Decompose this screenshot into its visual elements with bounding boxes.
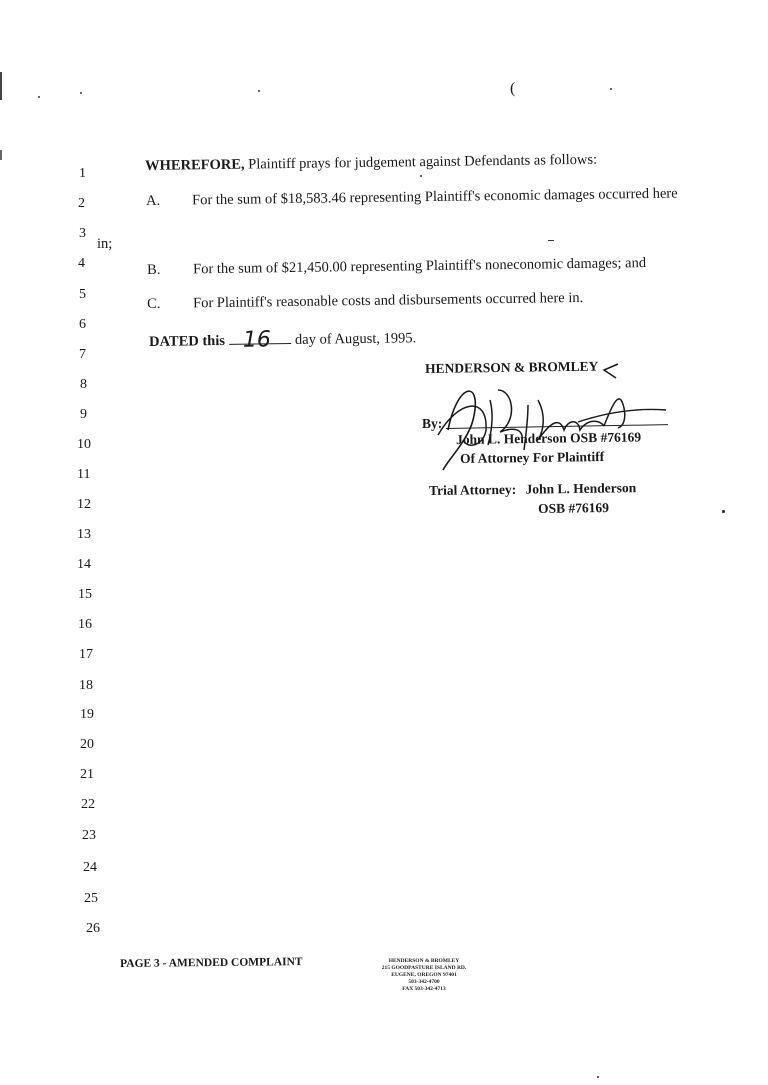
margin-mark-top	[0, 72, 2, 100]
signer-role: Of Attorney For Plaintiff	[460, 448, 605, 466]
line-number: 13	[77, 527, 91, 542]
scan-speck	[597, 1076, 599, 1078]
trial-attorney-line	[429, 480, 636, 499]
footer-page-label: PAGE 3 - AMENDED COMPLAINT	[120, 956, 303, 970]
scan-speck	[722, 510, 725, 513]
item-a-label: A.	[146, 192, 161, 209]
by-label: By:	[422, 416, 443, 431]
top-paren-mark: (	[510, 80, 516, 97]
dated-day-blank	[229, 327, 291, 353]
line-number: 9	[80, 407, 87, 422]
dated-line	[149, 327, 417, 353]
line-number: 20	[80, 737, 94, 752]
dated-lead: DATED this	[149, 332, 226, 350]
item-a-continuation: in;	[97, 236, 113, 252]
line-number: 16	[78, 617, 92, 632]
line-number: 26	[86, 921, 100, 936]
footer-address-line: EUGENE, OREGON 97401	[391, 972, 457, 978]
line-number: 19	[80, 707, 94, 722]
line-number: 4	[78, 256, 85, 271]
line-number: 18	[79, 678, 93, 693]
item-c	[147, 290, 583, 313]
scan-speck	[80, 92, 82, 94]
line-number: 21	[80, 767, 94, 782]
line-number: 22	[81, 797, 95, 812]
line-number: 3	[79, 226, 86, 241]
line-number: 25	[84, 891, 98, 906]
scan-speck	[610, 88, 612, 90]
scan-speck	[38, 96, 40, 98]
item-b-text: For the sum of $21,450.00 representing Plaintiff's noneconomic damages; and	[192, 255, 647, 278]
signer-name: John L. Henderson OSB #76169	[456, 429, 642, 447]
line-number: 2	[78, 196, 85, 211]
item-a	[146, 186, 678, 210]
scan-speck	[258, 90, 260, 92]
line-number: 5	[79, 287, 86, 302]
footer-address-line: HENDERSON & BROMLEY	[388, 958, 460, 964]
footer-address-line: 215 GOODPASTURE ISLAND RD.	[381, 965, 467, 971]
footer-address-line: 503-342-4700	[408, 979, 440, 985]
item-b	[147, 255, 646, 279]
trial-attorney-name: John L. Henderson	[525, 480, 637, 497]
trial-attorney-label: Trial Attorney:	[429, 481, 517, 498]
item-c-label: C.	[147, 295, 161, 312]
line-number: 15	[78, 587, 92, 602]
line-number: 12	[77, 497, 91, 512]
dated-rest: day of August, 1995.	[294, 330, 417, 348]
line-number: 7	[79, 347, 86, 362]
line-number: 1	[79, 166, 86, 181]
dated-day: 16	[242, 327, 272, 353]
scan-speck	[548, 240, 554, 241]
item-b-label: B.	[147, 261, 161, 278]
trial-attorney-osb: OSB #76169	[538, 500, 610, 516]
line-number: 11	[77, 467, 91, 482]
line-number: 8	[80, 377, 87, 392]
line-number: 17	[79, 647, 93, 662]
margin-mark-mid	[0, 150, 2, 160]
line-number: 6	[79, 317, 86, 332]
firm-name: HENDERSON & BROMLEY	[425, 358, 599, 376]
wherefore-paragraph	[145, 152, 597, 175]
scan-speck	[420, 175, 422, 177]
footer-firm-address	[364, 958, 484, 993]
line-number: 14	[77, 557, 91, 572]
wherefore-lead: WHEREFORE,	[145, 156, 245, 174]
line-number: 10	[77, 437, 91, 452]
footer-address-line: FAX 503-342-4713	[402, 986, 446, 992]
item-c-text: For Plaintiff's reasonable costs and disbursements occurred here in.	[192, 289, 584, 312]
line-number: 23	[82, 828, 96, 843]
wherefore-text: Plaintiff prays for judgement against Defendants as follows:	[248, 151, 598, 173]
item-a-text: For the sum of $18,583.46 representing Plaintiff's economic damages occurred here	[191, 185, 678, 209]
line-number: 24	[83, 860, 97, 875]
